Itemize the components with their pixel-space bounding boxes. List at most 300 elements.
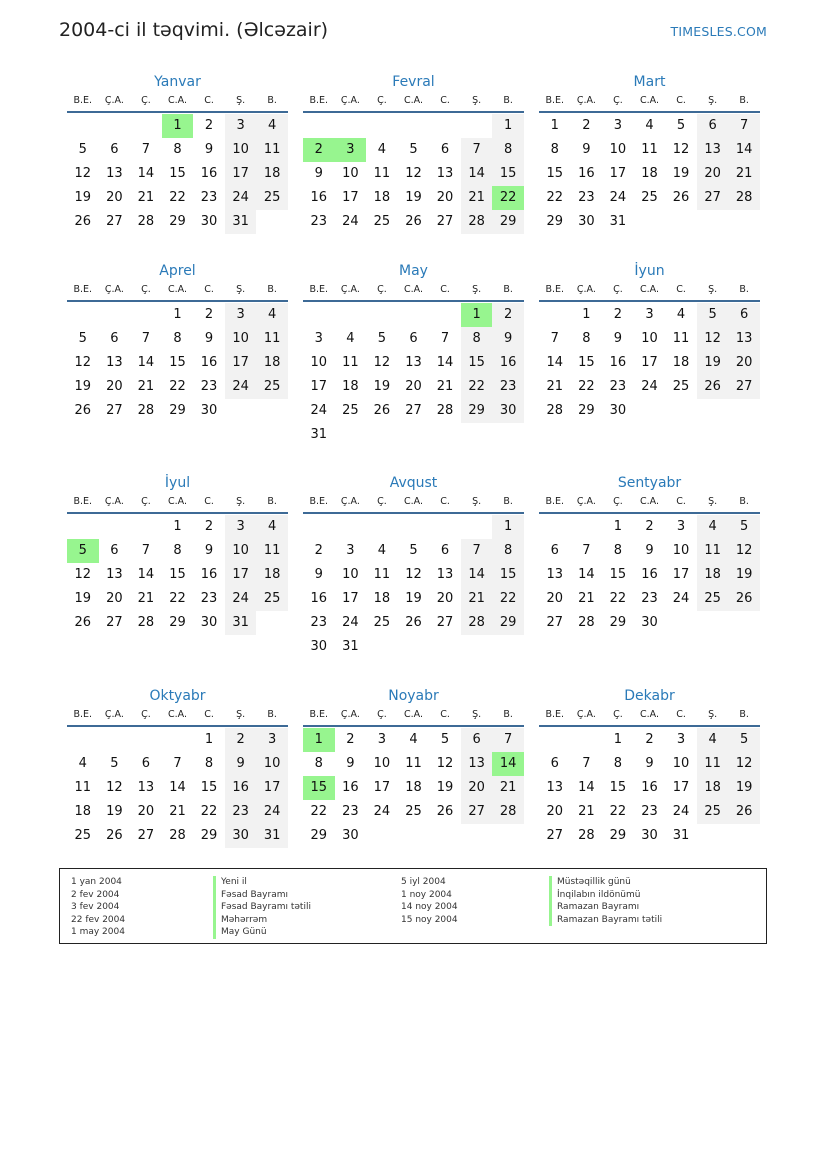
day-cell: 14 (461, 563, 493, 587)
empty-cell (571, 728, 603, 752)
day-cell: 8 (173, 543, 182, 558)
day-cell: 29 (546, 214, 564, 229)
empty-cell (130, 303, 162, 327)
day-cell: 9 (225, 752, 257, 776)
day-cell: 30 (641, 828, 658, 843)
weekday-label: Ç.A. (340, 284, 360, 295)
day-cell: 26 (672, 190, 690, 205)
day-cell: 25 (256, 587, 288, 611)
day-cell: 20 (106, 190, 123, 205)
weekday-label: C. (440, 284, 450, 295)
day-cell: 2 (346, 732, 355, 747)
day-cell: 12 (74, 355, 92, 370)
day-cell: 2 (204, 118, 214, 133)
day-cell: 24 (373, 804, 391, 819)
month-6 (539, 261, 760, 423)
day-grid (67, 113, 288, 234)
holiday-day-cell: 1 (303, 728, 335, 752)
day-cell: 2 (645, 732, 654, 747)
day-cell: 14 (578, 780, 595, 795)
weekday-label: Ş. (236, 496, 246, 507)
day-cell: 3 (225, 515, 257, 539)
day-cell: 17 (672, 567, 690, 582)
day-cell: 16 (200, 567, 218, 582)
day-cell: 16 (200, 355, 218, 370)
day-cell: 19 (106, 804, 123, 819)
day-cell: 28 (461, 611, 493, 635)
empty-cell (67, 728, 99, 752)
day-grid (67, 727, 288, 848)
day-cell: 15 (461, 351, 493, 375)
day-cell: 27 (728, 375, 760, 399)
day-cell: 2 (613, 307, 623, 322)
day-cell: 23 (200, 190, 218, 205)
day-cell: 29 (609, 615, 627, 630)
day-cell: 17 (609, 166, 627, 181)
day-cell: 9 (314, 166, 323, 181)
month-title[interactable]: Sentyabr (617, 475, 682, 491)
day-cell: 22 (546, 190, 564, 205)
day-cell: 10 (342, 567, 359, 582)
day-cell: 22 (169, 379, 186, 394)
day-cell: 4 (377, 543, 387, 558)
weekday-label: Ş. (236, 284, 246, 295)
day-cell: 21 (546, 379, 564, 394)
weekday-header (67, 495, 288, 514)
month-1 (67, 72, 288, 234)
day-cell: 15 (169, 567, 186, 582)
day-cell: 25 (74, 828, 92, 843)
day-cell: 31 (225, 611, 257, 635)
day-cell: 4 (645, 118, 654, 133)
day-cell: 27 (546, 615, 564, 630)
weekday-label: Ç. (141, 709, 151, 720)
day-cell: 30 (200, 615, 218, 630)
day-cell: 21 (137, 379, 155, 394)
day-cell: 7 (550, 331, 559, 346)
legend-date: 3 fev 2004 (71, 902, 120, 912)
legend-holiday-name: Məhərrəm (213, 914, 311, 927)
holiday-day-cell: 3 (335, 138, 367, 162)
month-title[interactable]: Oktyabr (149, 688, 206, 704)
day-cell: 6 (141, 756, 151, 771)
weekday-label: B.E. (309, 95, 329, 106)
day-cell: 24 (310, 403, 328, 418)
day-cell: 18 (405, 780, 422, 795)
empty-cell (130, 728, 162, 752)
day-cell: 11 (405, 756, 422, 771)
day-cell: 19 (405, 190, 422, 205)
day-cell: 26 (405, 615, 422, 630)
day-cell: 21 (461, 186, 493, 210)
day-cell: 13 (546, 780, 564, 795)
day-cell: 17 (256, 776, 288, 800)
legend-names-right (549, 876, 662, 926)
day-cell: 17 (641, 355, 658, 370)
day-cell: 30 (342, 828, 359, 843)
month-title[interactable]: Avqust (389, 475, 438, 491)
day-cell: 16 (609, 355, 627, 370)
legend-holiday-name: Fəsad Bayramı tətili (213, 901, 311, 914)
weekday-label: B. (739, 95, 749, 106)
month-title[interactable]: Dekabr (624, 688, 675, 704)
weekday-label: C. (676, 95, 686, 106)
day-cell: 30 (200, 214, 218, 229)
day-cell: 1 (492, 114, 524, 138)
month-4 (67, 261, 288, 423)
legend-date: 22 fev 2004 (71, 914, 126, 925)
day-cell: 30 (609, 403, 627, 418)
day-cell: 18 (373, 591, 391, 606)
empty-cell (335, 303, 367, 327)
holiday-day-cell: 5 (67, 539, 99, 563)
month-title[interactable]: Aprel (159, 263, 196, 279)
weekday-label: C.A. (403, 95, 423, 106)
day-cell: 27 (697, 186, 729, 210)
day-cell: 28 (578, 828, 595, 843)
day-cell: 27 (137, 828, 155, 843)
day-cell: 7 (582, 756, 591, 771)
weekday-label: Ç. (613, 496, 623, 507)
weekday-label: B. (739, 496, 749, 507)
legend-dates-right (401, 876, 458, 926)
day-cell: 30 (225, 824, 257, 848)
month-title[interactable]: May (399, 263, 428, 279)
site-link[interactable]: TIMESLES.COM (670, 24, 767, 39)
day-cell: 20 (697, 162, 729, 186)
day-cell: 20 (436, 591, 454, 606)
day-cell: 24 (342, 214, 359, 229)
weekday-label: Ç. (377, 95, 387, 106)
legend-holiday-name: İnqilabın ildönümü (549, 889, 662, 902)
weekday-label: B. (267, 95, 277, 106)
day-cell: 15 (169, 355, 186, 370)
day-cell: 20 (546, 804, 564, 819)
weekday-label: B. (503, 496, 513, 507)
day-cell: 1 (173, 307, 182, 322)
day-cell: 28 (461, 210, 493, 234)
empty-cell (99, 303, 131, 327)
day-cell: 15 (200, 780, 218, 795)
holiday-legend (59, 868, 767, 944)
day-cell: 4 (676, 307, 686, 322)
day-cell: 7 (582, 543, 591, 558)
weekday-label: Ş. (236, 95, 246, 106)
weekday-header (67, 708, 288, 727)
weekday-label: Ç.A. (104, 284, 124, 295)
day-cell: 3 (225, 303, 257, 327)
day-cell: 26 (436, 804, 454, 819)
day-cell: 10 (373, 756, 391, 771)
weekday-label: C. (204, 496, 214, 507)
weekday-label: Ş. (236, 709, 246, 720)
day-cell: 31 (310, 427, 328, 442)
day-cell: 10 (342, 166, 359, 181)
day-cell: 29 (461, 399, 493, 423)
month-5 (303, 261, 524, 447)
day-cell: 7 (440, 331, 450, 346)
day-cell: 7 (173, 756, 182, 771)
day-cell: 22 (578, 379, 595, 394)
holiday-day-cell: 1 (461, 303, 493, 327)
day-cell: 1 (613, 732, 623, 747)
weekday-label: Ç. (613, 284, 623, 295)
day-cell: 12 (728, 752, 760, 776)
weekday-label: C.A. (167, 496, 187, 507)
holiday-day-cell: 14 (492, 752, 524, 776)
month-3 (539, 72, 760, 234)
day-cell: 2 (204, 519, 214, 534)
day-cell: 16 (200, 166, 218, 181)
day-cell: 29 (169, 214, 186, 229)
weekday-label: C. (676, 284, 686, 295)
legend-holiday-name: Müstəqillik günü (549, 876, 662, 889)
legend-holiday-name: Fəsad Bayramı (213, 889, 311, 902)
day-cell: 9 (645, 543, 654, 558)
day-cell: 16 (641, 780, 658, 795)
day-cell: 12 (74, 166, 92, 181)
day-cell: 12 (436, 756, 454, 771)
day-cell: 9 (314, 567, 323, 582)
day-cell: 15 (492, 563, 524, 587)
page-title: 2004-ci il təqvimi. (Əlcəzair) (59, 19, 329, 41)
day-cell: 18 (697, 563, 729, 587)
empty-cell (398, 303, 430, 327)
day-cell: 10 (225, 138, 257, 162)
weekday-label: C. (440, 496, 450, 507)
weekday-label: Ç. (141, 284, 151, 295)
day-cell: 19 (74, 379, 92, 394)
day-cell: 12 (106, 780, 123, 795)
legend-date: 1 yan 2004 (71, 877, 122, 887)
weekday-label: Ç.A. (104, 709, 124, 720)
day-cell: 10 (256, 752, 288, 776)
day-cell: 14 (137, 166, 155, 181)
month-title[interactable]: Noyabr (388, 688, 439, 704)
day-cell: 16 (492, 351, 524, 375)
day-cell: 3 (225, 114, 257, 138)
day-cell: 6 (110, 331, 119, 346)
day-cell: 25 (373, 214, 391, 229)
weekday-label: B. (267, 709, 277, 720)
empty-cell (67, 515, 99, 539)
month-7 (67, 473, 288, 635)
holiday-day-cell: 2 (303, 138, 335, 162)
day-cell: 1 (173, 519, 182, 534)
day-cell: 6 (461, 728, 493, 752)
weekday-label: Ş. (708, 496, 718, 507)
day-cell: 4 (78, 756, 87, 771)
day-cell: 12 (697, 327, 729, 351)
day-cell: 31 (256, 824, 288, 848)
month-9 (539, 473, 760, 635)
empty-cell (335, 114, 367, 138)
weekday-label: Ç. (377, 496, 387, 507)
day-grid (303, 113, 524, 234)
empty-cell (429, 515, 461, 539)
day-cell: 29 (310, 828, 328, 843)
day-cell: 17 (672, 780, 690, 795)
day-cell: 10 (310, 355, 328, 370)
day-cell: 23 (641, 804, 658, 819)
day-grid (303, 514, 524, 659)
day-cell: 13 (728, 327, 760, 351)
weekday-label: C. (676, 496, 686, 507)
day-cell: 28 (137, 615, 155, 630)
weekday-label: Ç.A. (340, 709, 360, 720)
day-cell: 9 (204, 543, 214, 558)
day-cell: 19 (74, 190, 92, 205)
day-cell: 13 (436, 166, 454, 181)
day-cell: 21 (578, 804, 595, 819)
day-cell: 11 (672, 331, 690, 346)
day-cell: 15 (546, 166, 564, 181)
day-cell: 24 (672, 804, 690, 819)
day-cell: 19 (728, 776, 760, 800)
day-cell: 20 (728, 351, 760, 375)
day-cell: 22 (169, 591, 186, 606)
day-cell: 11 (74, 780, 92, 795)
day-cell: 26 (405, 214, 422, 229)
month-11 (303, 686, 524, 848)
day-cell: 11 (373, 567, 391, 582)
day-cell: 16 (310, 190, 328, 205)
month-12 (539, 686, 760, 848)
holiday-day-cell: 22 (492, 186, 524, 210)
day-cell: 10 (225, 327, 257, 351)
day-cell: 23 (641, 591, 658, 606)
day-cell: 14 (436, 355, 454, 370)
day-cell: 29 (492, 210, 524, 234)
month-title[interactable]: Mart (633, 74, 666, 90)
day-cell: 21 (137, 591, 155, 606)
day-cell: 11 (697, 539, 729, 563)
day-cell: 17 (342, 190, 359, 205)
day-cell: 21 (728, 162, 760, 186)
day-cell: 25 (373, 615, 391, 630)
day-cell: 17 (310, 379, 328, 394)
day-cell: 30 (578, 214, 595, 229)
day-cell: 4 (256, 515, 288, 539)
day-cell: 17 (225, 162, 257, 186)
empty-cell (429, 114, 461, 138)
weekday-label: C. (676, 709, 686, 720)
day-cell: 19 (373, 379, 391, 394)
day-cell: 8 (492, 539, 524, 563)
empty-cell (303, 515, 335, 539)
weekday-label: Ç.A. (340, 496, 360, 507)
empty-cell (429, 303, 461, 327)
day-cell: 28 (492, 800, 524, 824)
day-cell: 11 (373, 166, 391, 181)
weekday-label: Ç. (377, 284, 387, 295)
day-cell: 26 (74, 214, 92, 229)
day-cell: 3 (613, 118, 623, 133)
legend-date: 1 may 2004 (71, 927, 125, 937)
weekday-label: B.E. (545, 95, 565, 106)
month-title[interactable]: İyul (164, 475, 191, 491)
day-cell: 17 (225, 351, 257, 375)
weekday-label: Ç. (377, 709, 387, 720)
day-cell: 30 (492, 399, 524, 423)
weekday-label: B. (503, 284, 513, 295)
day-cell: 4 (377, 142, 387, 157)
weekday-label: C.A. (167, 95, 187, 106)
weekday-label: B. (267, 496, 277, 507)
month-10 (67, 686, 288, 848)
weekday-label: B.E. (309, 709, 329, 720)
day-cell: 28 (137, 403, 155, 418)
empty-cell (99, 114, 131, 138)
day-cell: 8 (461, 327, 493, 351)
weekday-label: Ş. (472, 709, 482, 720)
day-cell: 26 (373, 403, 391, 418)
day-cell: 6 (440, 142, 450, 157)
weekday-header (303, 495, 524, 514)
day-cell: 1 (204, 732, 214, 747)
day-cell: 18 (342, 379, 359, 394)
weekday-header (303, 283, 524, 302)
weekday-header (67, 94, 288, 113)
day-cell: 17 (225, 563, 257, 587)
day-cell: 7 (141, 142, 151, 157)
day-cell: 9 (204, 331, 214, 346)
day-cell: 1 (550, 118, 559, 133)
weekday-label: C.A. (403, 709, 423, 720)
day-cell: 29 (169, 615, 186, 630)
weekday-header (539, 94, 760, 113)
month-title[interactable]: Yanvar (154, 74, 201, 90)
weekday-label: Ç.A. (340, 95, 360, 106)
day-cell: 22 (461, 375, 493, 399)
day-cell: 26 (728, 587, 760, 611)
empty-cell (335, 515, 367, 539)
day-cell: 11 (256, 539, 288, 563)
day-cell: 14 (461, 162, 493, 186)
day-cell: 20 (405, 379, 422, 394)
day-cell: 23 (342, 804, 359, 819)
month-title[interactable]: Fevral (392, 74, 435, 90)
day-cell: 14 (169, 780, 186, 795)
day-cell: 9 (582, 142, 591, 157)
day-cell: 14 (546, 355, 564, 370)
empty-cell (571, 515, 603, 539)
day-cell: 8 (613, 543, 623, 558)
empty-cell (130, 114, 162, 138)
month-title[interactable]: İyun (634, 263, 665, 279)
day-cell: 4 (346, 331, 355, 346)
weekday-label: B. (267, 284, 277, 295)
legend-dates-left (71, 876, 125, 939)
day-cell: 19 (74, 591, 92, 606)
day-cell: 5 (78, 142, 87, 157)
day-grid (539, 727, 760, 848)
day-cell: 31 (672, 828, 690, 843)
weekday-label: C.A. (639, 709, 659, 720)
day-cell: 11 (256, 138, 288, 162)
day-cell: 18 (672, 355, 690, 370)
day-cell: 13 (461, 752, 493, 776)
day-cell: 19 (728, 563, 760, 587)
day-grid (539, 302, 760, 423)
day-cell: 18 (256, 351, 288, 375)
day-cell: 7 (461, 539, 493, 563)
day-cell: 11 (697, 752, 729, 776)
day-cell: 13 (137, 780, 155, 795)
weekday-label: C. (204, 284, 214, 295)
weekday-label: C.A. (639, 496, 659, 507)
weekday-label: B.E. (545, 284, 565, 295)
